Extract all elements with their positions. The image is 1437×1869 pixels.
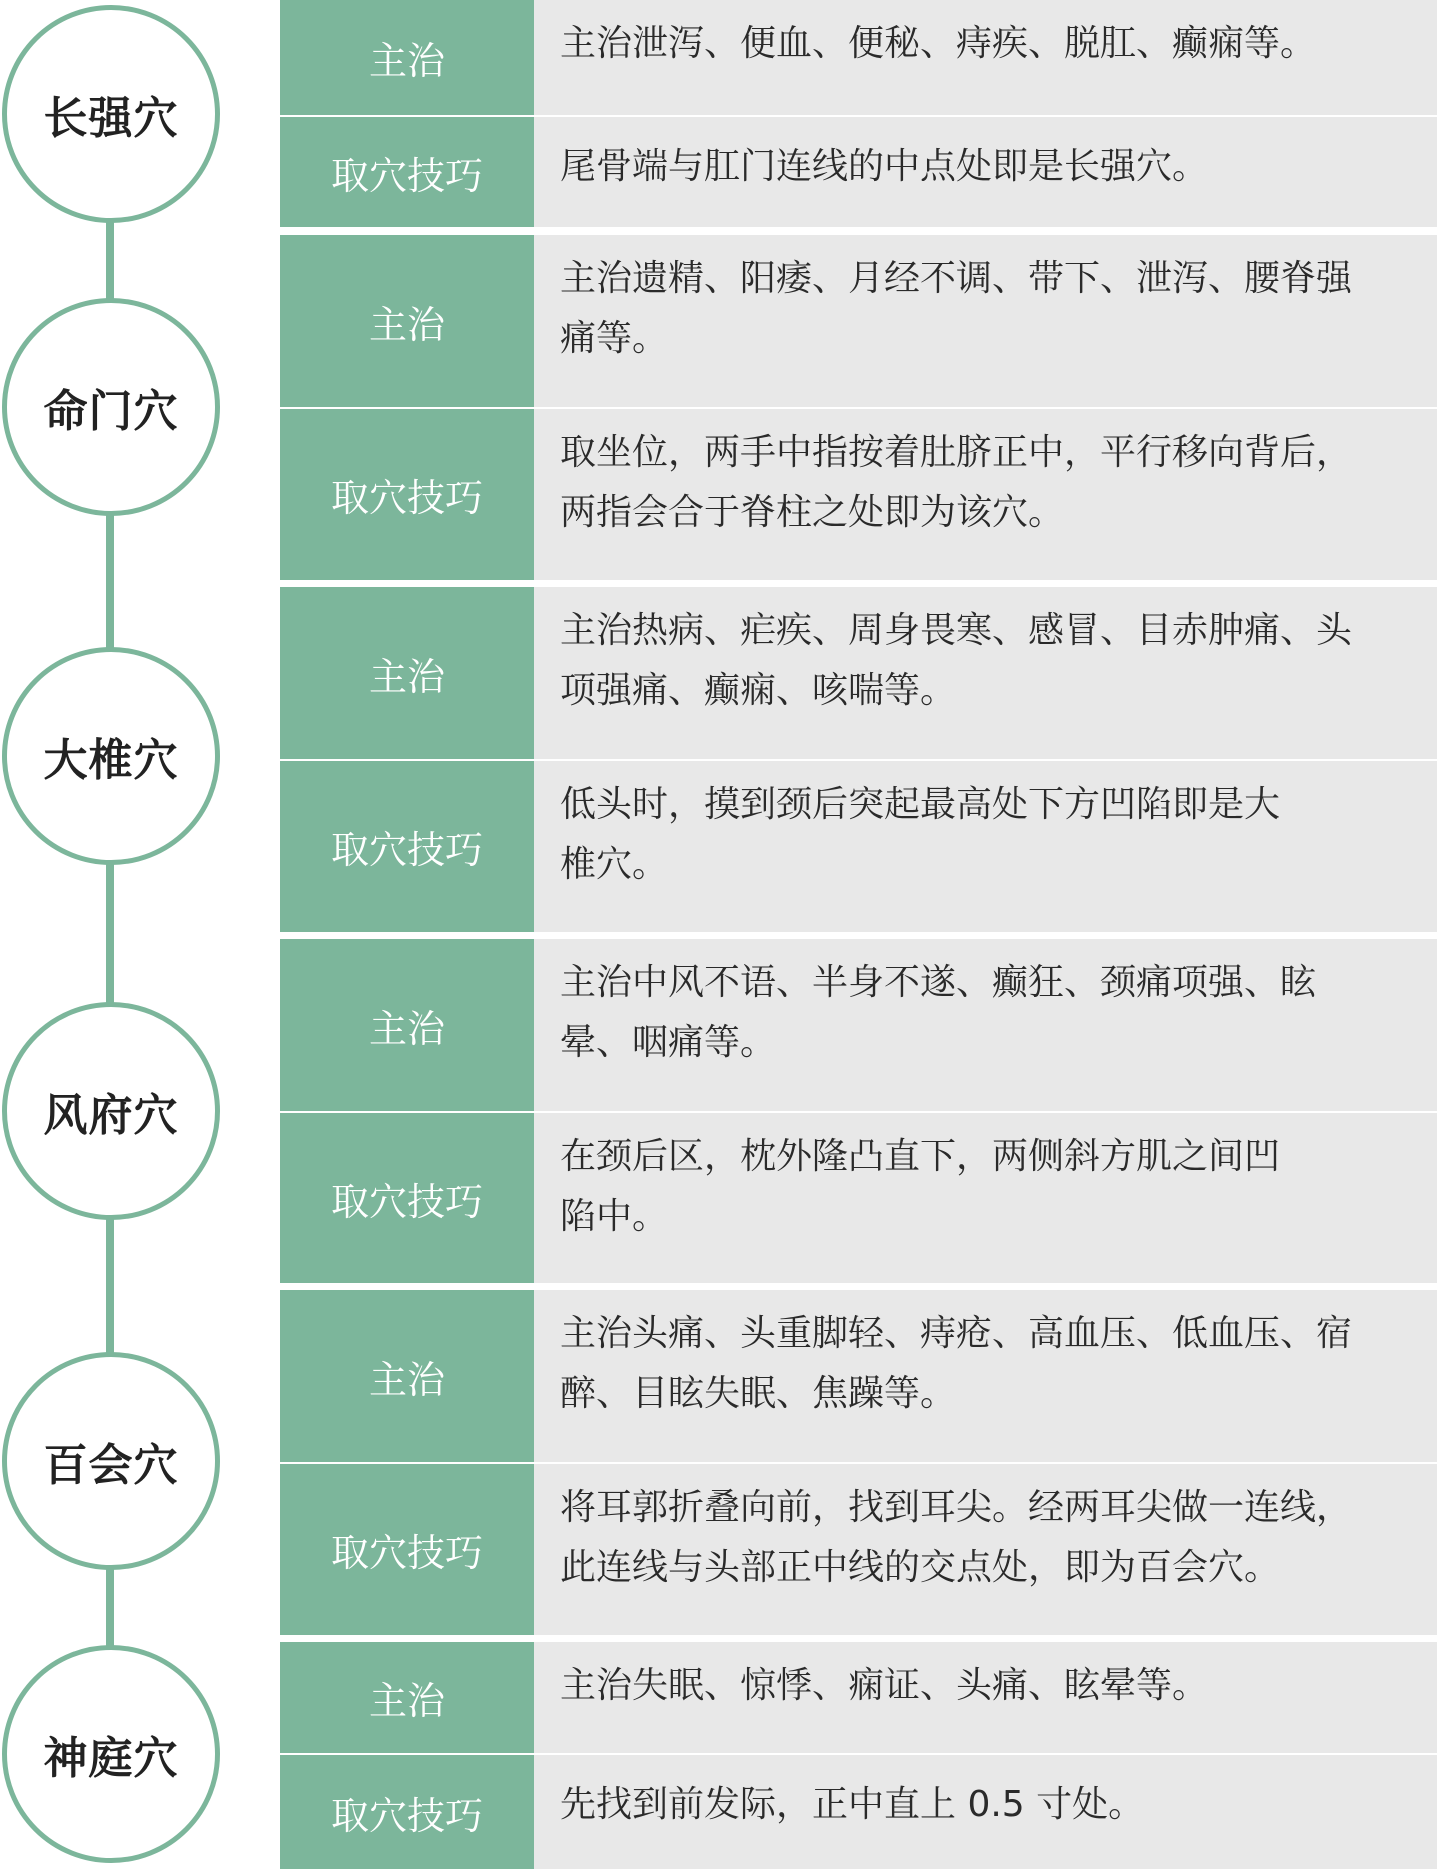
acupoint-card-5 [280, 1290, 1437, 1635]
indications-label: 主治 [280, 587, 534, 759]
indications-text: 主治遗精、阳痿、月经不调、带下、泄泻、腰脊强 痛等。 [534, 235, 1437, 407]
technique-label: 取穴技巧 [280, 1755, 534, 1869]
technique-row [280, 117, 1437, 227]
indications-label: 主治 [280, 1290, 534, 1462]
indications-label: 主治 [280, 235, 534, 407]
technique-row [280, 409, 1437, 580]
indications-row [280, 1290, 1437, 1462]
acupoint-node-5 [2, 1352, 220, 1570]
indications-text: 主治失眠、惊悸、痫证、头痛、眩晕等。 [534, 1642, 1437, 1753]
acupoint-card-2 [280, 235, 1437, 580]
dashed-divider [280, 1111, 1437, 1113]
indications-text: 主治头痛、头重脚轻、痔疮、高血压、低血压、宿 醉、目眩失眠、焦躁等。 [534, 1290, 1437, 1462]
technique-label: 取穴技巧 [280, 1113, 534, 1283]
indications-row [280, 939, 1437, 1111]
indications-label: 主治 [280, 939, 534, 1111]
dashed-divider [280, 1462, 1437, 1464]
acupoint-node-1 [2, 5, 220, 223]
indications-label: 主治 [280, 0, 534, 115]
technique-label: 取穴技巧 [280, 117, 534, 227]
technique-row [280, 1113, 1437, 1283]
indications-row [280, 587, 1437, 759]
acupoint-name: 风府穴 [43, 1090, 179, 1141]
acupoint-node-4 [2, 1002, 220, 1220]
acupoint-node-6 [2, 1645, 220, 1863]
technique-text: 低头时，摸到颈后突起最高处下方凹陷即是大 椎穴。 [534, 761, 1437, 932]
acupoint-name: 长强穴 [43, 93, 179, 144]
technique-label: 取穴技巧 [280, 409, 534, 580]
acupoint-name: 神庭穴 [43, 1733, 179, 1784]
acupoint-card-6 [280, 1642, 1437, 1869]
indications-text: 主治中风不语、半身不遂、癫狂、颈痛项强、眩 晕、咽痛等。 [534, 939, 1437, 1111]
technique-text: 将耳郭折叠向前，找到耳尖。经两耳尖做一连线， 此连线与头部正中线的交点处，即为百会穴。 [534, 1464, 1437, 1635]
technique-row [280, 1464, 1437, 1635]
acupoint-card-4 [280, 939, 1437, 1283]
acupoint-card-1 [280, 0, 1437, 227]
acupoint-card-3 [280, 587, 1437, 932]
technique-row [280, 761, 1437, 932]
indications-text: 主治热病、疟疾、周身畏寒、感冒、目赤肿痛、头 项强痛、癫痫、咳喘等。 [534, 587, 1437, 759]
dashed-divider [280, 115, 1437, 117]
technique-text: 先找到前发际，正中直上 0.5 寸处。 [534, 1755, 1437, 1869]
indications-row [280, 1642, 1437, 1753]
indications-row [280, 235, 1437, 407]
acupoint-name: 大椎穴 [43, 735, 179, 786]
acupoint-node-2 [2, 298, 220, 516]
technique-label: 取穴技巧 [280, 1464, 534, 1635]
dashed-divider [280, 1753, 1437, 1755]
indications-label: 主治 [280, 1642, 534, 1753]
dashed-divider [280, 759, 1437, 761]
indications-row [280, 0, 1437, 115]
dashed-divider [280, 407, 1437, 409]
indications-text: 主治泄泻、便血、便秘、痔疾、脱肛、癫痫等。 [534, 0, 1437, 115]
technique-row [280, 1755, 1437, 1869]
acupoint-name: 百会穴 [43, 1440, 179, 1491]
technique-label: 取穴技巧 [280, 761, 534, 932]
technique-text: 尾骨端与肛门连线的中点处即是长强穴。 [534, 117, 1437, 227]
acupoint-timeline [0, 0, 280, 1869]
acupoint-node-3 [2, 647, 220, 865]
technique-text: 在颈后区，枕外隆凸直下，两侧斜方肌之间凹 陷中。 [534, 1113, 1437, 1283]
technique-text: 取坐位，两手中指按着肚脐正中，平行移向背后， 两指会合于脊柱之处即为该穴。 [534, 409, 1437, 580]
acupoint-name: 命门穴 [43, 386, 179, 437]
